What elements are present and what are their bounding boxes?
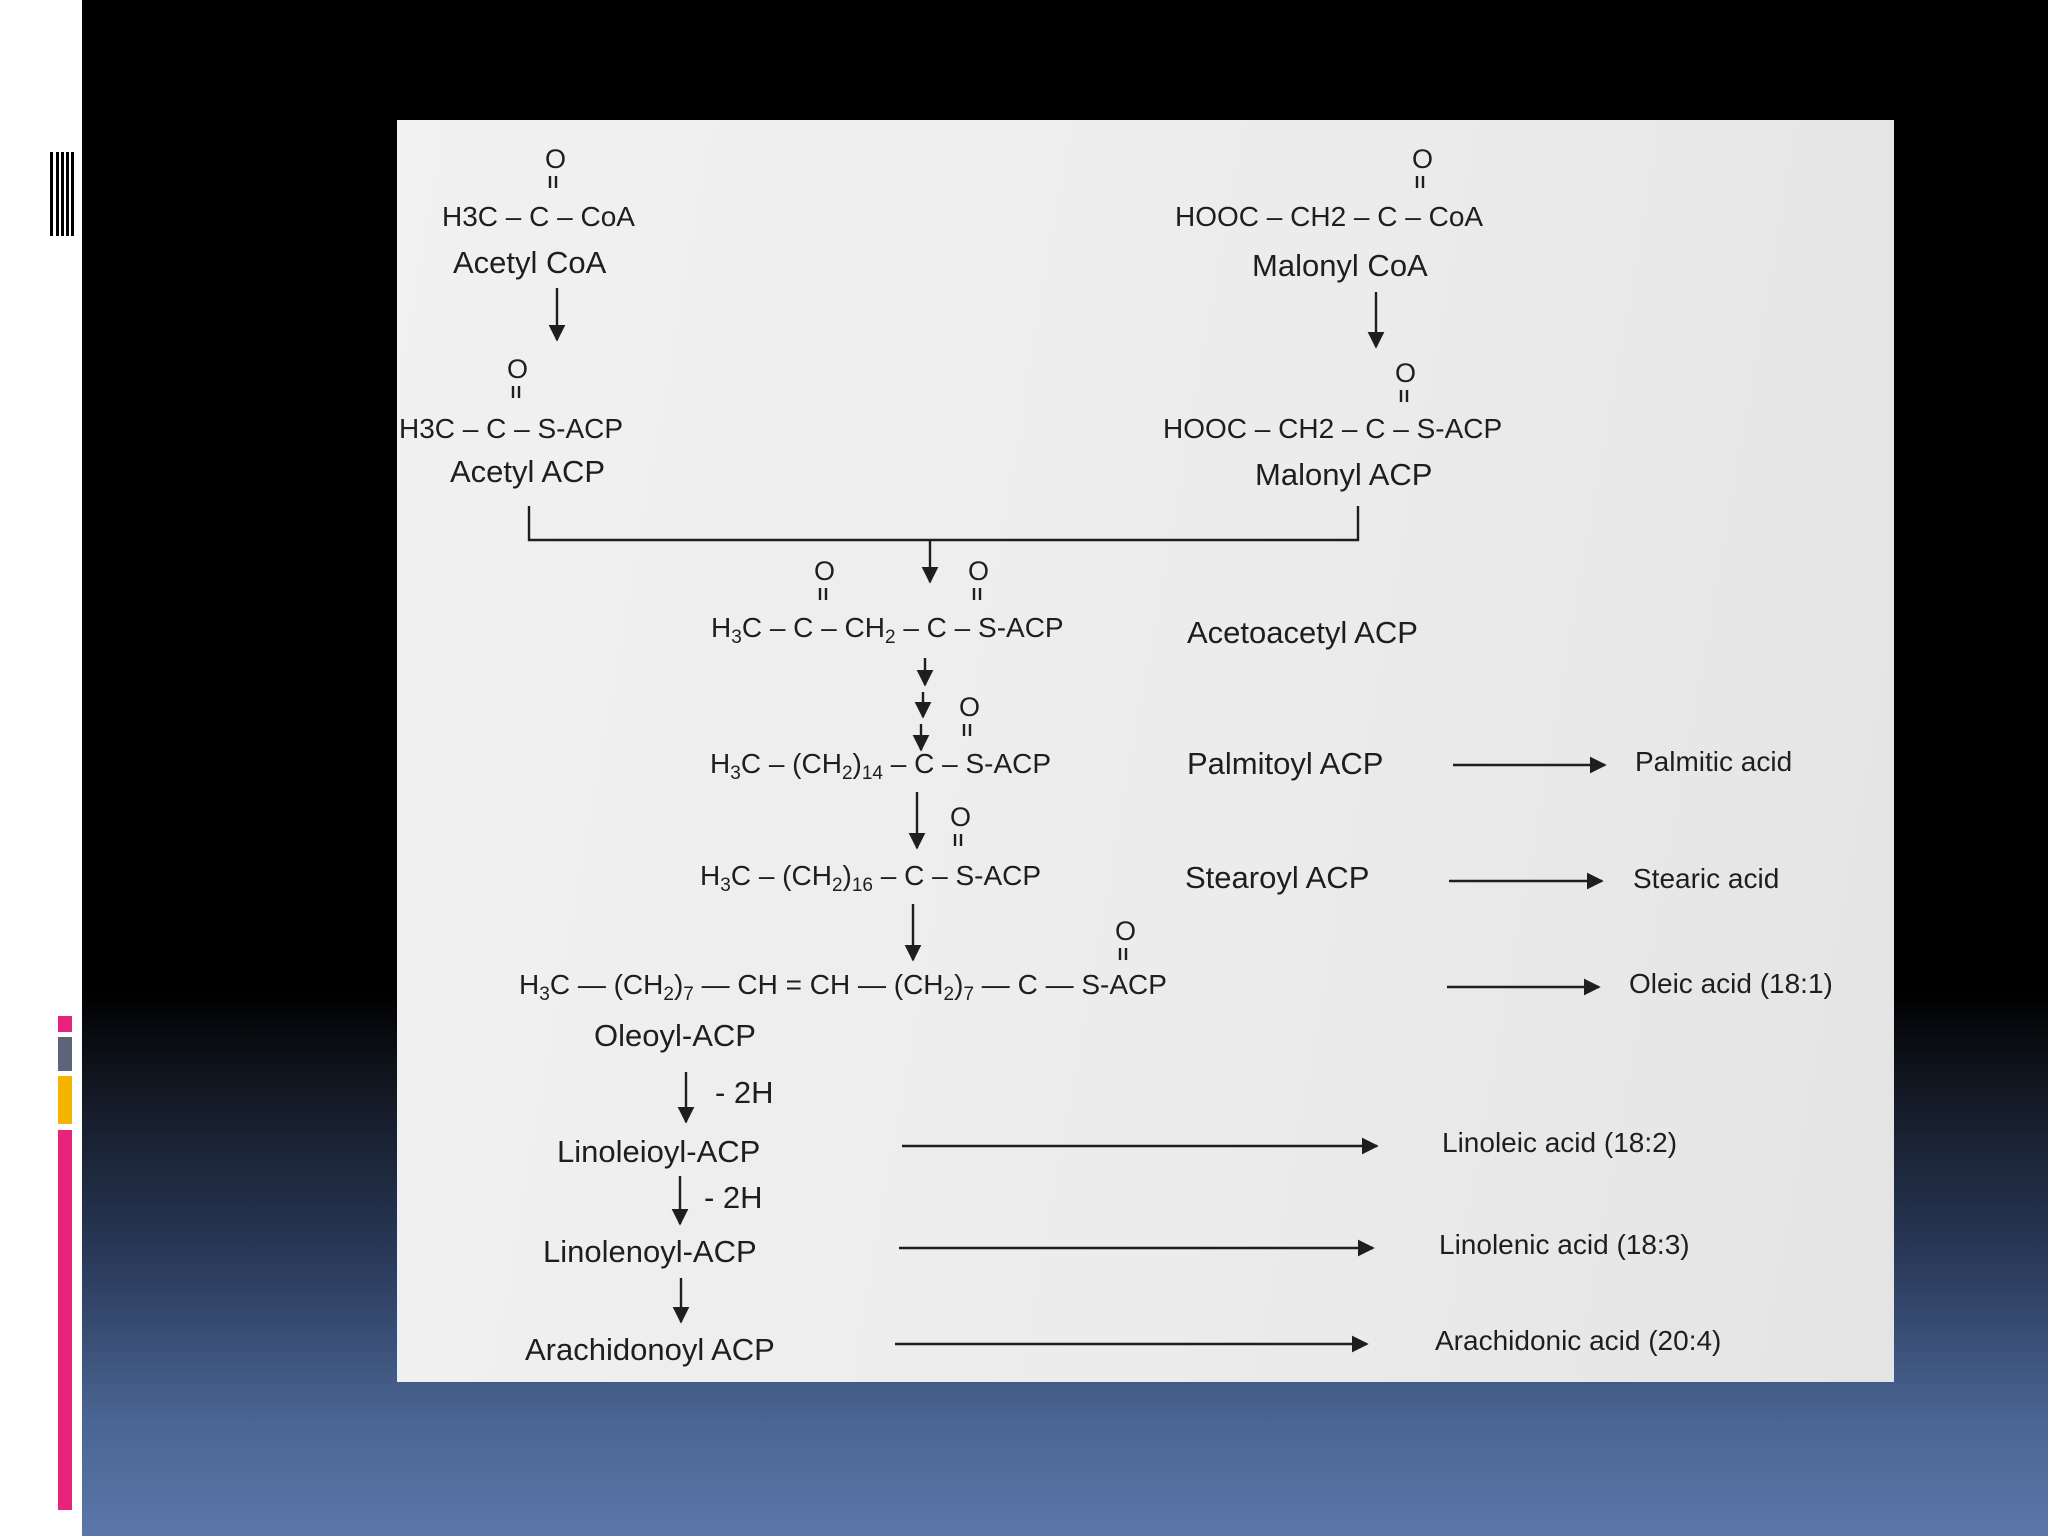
malonyl-acp-label: Malonyl ACP [1255,457,1433,492]
palmitoyl-carbonyl-o: O [959,692,981,722]
oleoyl-label: Oleoyl-ACP [594,1018,756,1053]
palmitoyl-formula: $H_3C - (CH_2)_{14}$ – C – S-ACP [710,748,1052,784]
acetyl-acp-carbonyl-o: O [507,354,529,384]
stearic-acid-label: Stearic acid [1633,863,1780,894]
acetoacetyl-carbonyl-o-2: O [968,556,990,586]
stearoyl-formula: $H_3C - (CH_2)_{16}$ – C – S-ACP [700,860,1042,896]
acetoacetyl-label: Acetoacetyl ACP [1187,615,1418,650]
acetoacetyl-carbonyl-o-1: O [814,556,836,586]
linolenoyl-label: Linolenoyl-ACP [543,1234,757,1269]
condensation-bracket [529,506,1358,540]
oleic-acid-label: Oleic acid (18:1) [1629,968,1833,999]
acetyl-coa-carbonyl-o: O [545,144,567,174]
malonyl-coa-formula: HOOC – CH2 – C – CoA [1175,201,1484,232]
acetyl-acp-formula: H3C – C – S-ACP [399,413,624,444]
linolenic-acid-label: Linolenic acid (18:3) [1439,1229,1690,1260]
fatty-acid-synthesis-diagram [397,120,1894,1382]
oleoyl-formula: $H_3C$ — $(CH_2)_7$ — CH = CH — $(CH_2)_7$ — C — S-ACP [519,969,1167,1005]
accent-bar-gray [58,1037,72,1071]
stearoyl-label: Stearoyl ACP [1185,860,1370,895]
stearoyl-carbonyl-o: O [950,802,972,832]
dehydrogenation-label-2: - 2H [704,1180,763,1215]
slide-decoration-lines [50,152,80,236]
malonyl-acp-formula: HOOC – CH2 – C – S-ACP [1163,413,1503,444]
malonyl-coa-carbonyl-o: O [1412,144,1434,174]
linoleic-acid-label: Linoleic acid (18:2) [1442,1127,1678,1158]
linoleoyl-label: Linoleioyl-ACP [557,1134,761,1169]
palmitic-acid-label: Palmitic acid [1635,746,1793,777]
acetoacetyl-formula: $H_3C$ – C – $CH_2$ – C – S-ACP [711,612,1064,648]
oleoyl-carbonyl-o: O [1115,916,1137,946]
acetyl-coa-label: Acetyl CoA [453,245,607,280]
arachidonic-acid-label: Arachidonic acid (20:4) [1435,1325,1722,1356]
dehydrogenation-label-1: - 2H [715,1075,774,1110]
palmitoyl-label: Palmitoyl ACP [1187,746,1384,781]
accent-bar-pink-small [58,1016,72,1032]
acetyl-acp-label: Acetyl ACP [450,454,606,489]
acetyl-coa-formula: H3C – C – CoA [442,201,635,232]
malonyl-coa-label: Malonyl CoA [1252,248,1428,283]
accent-bar-yellow [58,1076,72,1124]
accent-bar-pink-tall [58,1130,72,1510]
malonyl-acp-carbonyl-o: O [1395,358,1417,388]
arachidonoyl-label: Arachidonoyl ACP [525,1332,775,1367]
